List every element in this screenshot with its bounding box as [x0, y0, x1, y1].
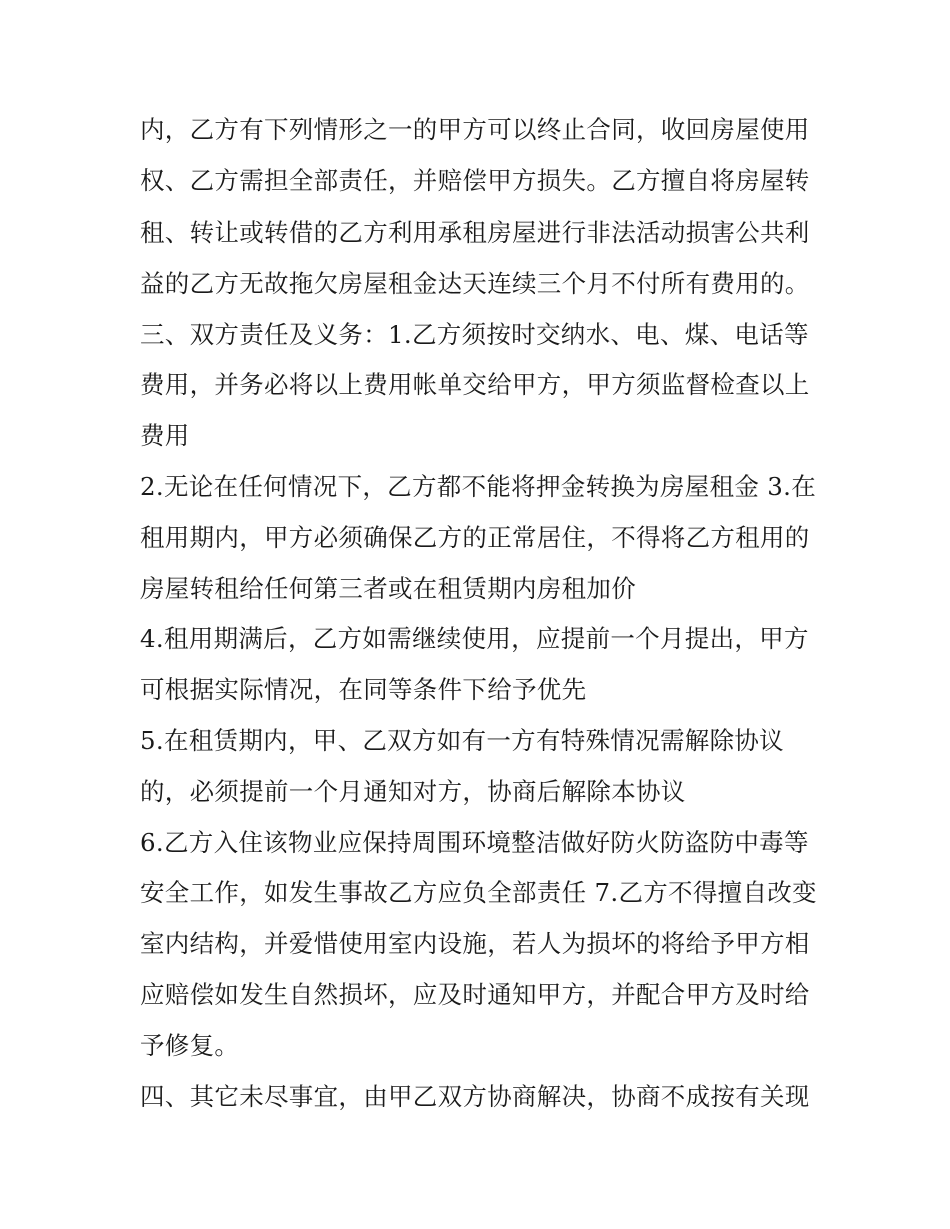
- text-line: 室内结构，并爱惜使用室内设施，若人为损坏的将给予甲方相: [140, 929, 810, 958]
- text-line: 应赔偿如发生自然损坏，应及时通知甲方，并配合甲方及时给: [140, 980, 810, 1009]
- text-line: 四、其它未尽事宜，由甲乙双方协商解决，协商不成按有关现: [140, 1082, 810, 1111]
- text-line: 可根据实际情况，在同等条件下给予优先: [140, 675, 587, 704]
- text-line: 6.乙方入住该物业应保持周围环境整洁做好防火防盗防中毒等: [140, 828, 809, 857]
- text-line: 租、转让或转借的乙方利用承租房屋进行非法活动损害公共利: [140, 218, 810, 247]
- text-line: 5.在租赁期内，甲、乙双方如有一方有特殊情况需解除协议: [140, 726, 784, 755]
- text-line: 费用: [140, 421, 190, 450]
- text-line: 予修复。: [140, 1031, 240, 1060]
- text-line: 的，必须提前一个月通知对方，协商后解除本协议: [140, 777, 686, 806]
- text-line: 租用期内，甲方必须确保乙方的正常居住，不得将乙方租用的: [140, 523, 810, 552]
- text-line: 内，乙方有下列情形之一的甲方可以终止合同，收回房屋使用: [140, 115, 810, 144]
- text-line: 2.无论在任何情况下，乙方都不能将押金转换为房屋租金 3.在: [140, 472, 817, 501]
- text-line: 房屋转租给任何第三者或在租赁期内房租加价: [140, 574, 636, 603]
- text-line: 益的乙方无故拖欠房屋租金达天连续三个月不付所有费用的。: [140, 269, 810, 298]
- text-line: 权、乙方需担全部责任，并赔偿甲方损失。乙方擅自将房屋转: [140, 166, 810, 195]
- text-line: 费用，并务必将以上费用帐单交给甲方，甲方须监督检查以上: [140, 370, 810, 399]
- text-line: 4.租用期满后，乙方如需继续使用，应提前一个月提出，甲方: [140, 624, 809, 653]
- text-line: 三、双方责任及义务：1.乙方须按时交纳水、电、煤、电话等: [140, 320, 809, 349]
- text-line: 安全工作，如发生事故乙方应负全部责任 7.乙方不得擅自改变: [140, 878, 817, 907]
